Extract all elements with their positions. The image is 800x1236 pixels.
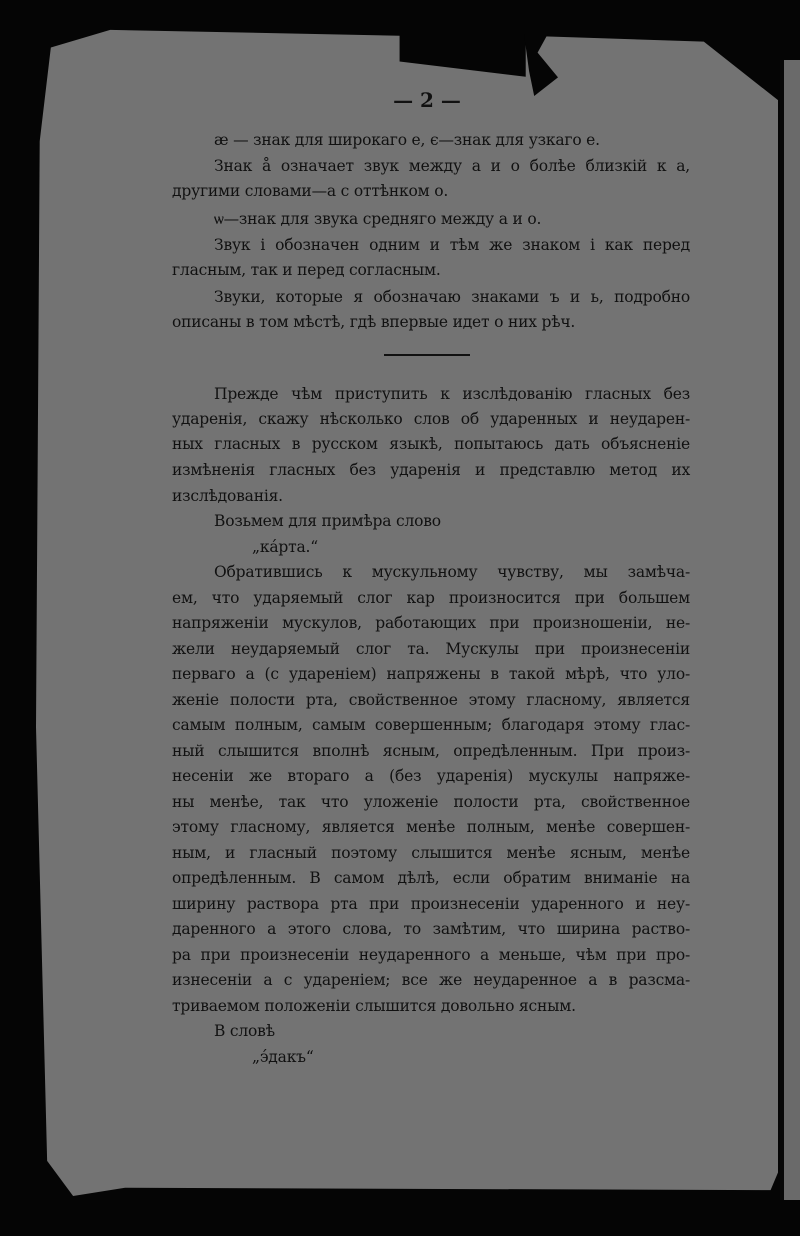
text-line: ѡ—знак для звука средняго между а и о. xyxy=(214,210,542,228)
text-line: описаны в том мѣстѣ, гдѣ впервые идет о них рѣч. xyxy=(172,313,576,331)
text-line: „ка́рта.“ xyxy=(252,538,318,556)
text-line: Возьмем для примѣра слово xyxy=(214,512,441,530)
text-line: измѣненія гласных без ударенія и представлю метод их xyxy=(172,461,690,479)
text-line: ударенія, скажу нѣсколько слов об ударенных и неударен- xyxy=(172,410,690,428)
text-line: несеніи же втораго а (без ударенія) мускулы напряже- xyxy=(172,767,690,785)
section-divider xyxy=(384,354,470,356)
text-line: изнесеніи а с удареніем; все же неударенное а в разсма- xyxy=(172,971,690,989)
text-line: самым полным, самым совершенным; благодаря этому глас- xyxy=(172,716,690,734)
text-line: другими словами—а с оттѣнком о. xyxy=(172,182,449,200)
text-line: Звуки, которые я обозначаю знаками ъ и ь, подробно xyxy=(214,288,690,306)
text-line: ный слышится вполнѣ ясным, опредѣленным. При произ- xyxy=(172,742,690,760)
text-line: ра при произнесеніи неударенного а меньше, чѣм при про- xyxy=(172,946,690,964)
text-line: напряженіи мускулов, работающих при произношеніи, не- xyxy=(172,614,690,632)
text-line: В словѣ xyxy=(214,1022,275,1040)
page-number: — 2 — xyxy=(393,88,461,112)
text-line: ным, и гласный поэтому слышится менѣе ясным, менѣе xyxy=(172,844,690,862)
text-line: ширину раствора рта при произнесеніи ударенного и неу- xyxy=(172,895,690,913)
text-line: женіе полости рта, свойственное этому гласному, является xyxy=(172,691,690,709)
text-line: ных гласных в русском языкѣ, попытаюсь дать объясненіе xyxy=(172,435,690,453)
text-line: этому гласному, является менѣе полным, менѣе совершен- xyxy=(172,818,690,836)
text-line: Прежде чѣм приступить к изслѣдованію гласных без xyxy=(214,385,690,403)
text-line: æ — знак для широкаго е, є—знак для узкаго е. xyxy=(214,131,600,149)
text-line: жели неударяемый слог та. Мускулы при произнесеніи xyxy=(172,640,690,658)
text-line: Звук і обозначен одним и тѣм же знаком і как перед xyxy=(214,236,690,254)
text-line: изслѣдованія. xyxy=(172,487,283,505)
text-line: гласным, так и перед согласным. xyxy=(172,261,441,279)
text-line: Знак å означает звук между а и о болѣе близкій к а, xyxy=(214,157,690,175)
text-line: даренного а этого слова, то замѣтим, что ширина раство- xyxy=(172,920,690,938)
text-line: ем, что ударяемый слог кар произносится при большем xyxy=(172,589,690,607)
text-line: ны менѣе, так что уложеніе полости рта, свойственное xyxy=(172,793,690,811)
text-line: „э́дакъ“ xyxy=(252,1048,314,1066)
text-line: перваго а (с удареніем) напряжены в такой мѣрѣ, что уло- xyxy=(172,665,690,683)
text-line: Обратившись к мускульному чувству, мы замѣча- xyxy=(214,563,690,581)
book-spine-edge xyxy=(780,60,800,1200)
text-line: триваемом положеніи слышится довольно ясным. xyxy=(172,997,576,1015)
text-line: опредѣленным. В самом дѣлѣ, если обратим вниманіе на xyxy=(172,869,690,887)
